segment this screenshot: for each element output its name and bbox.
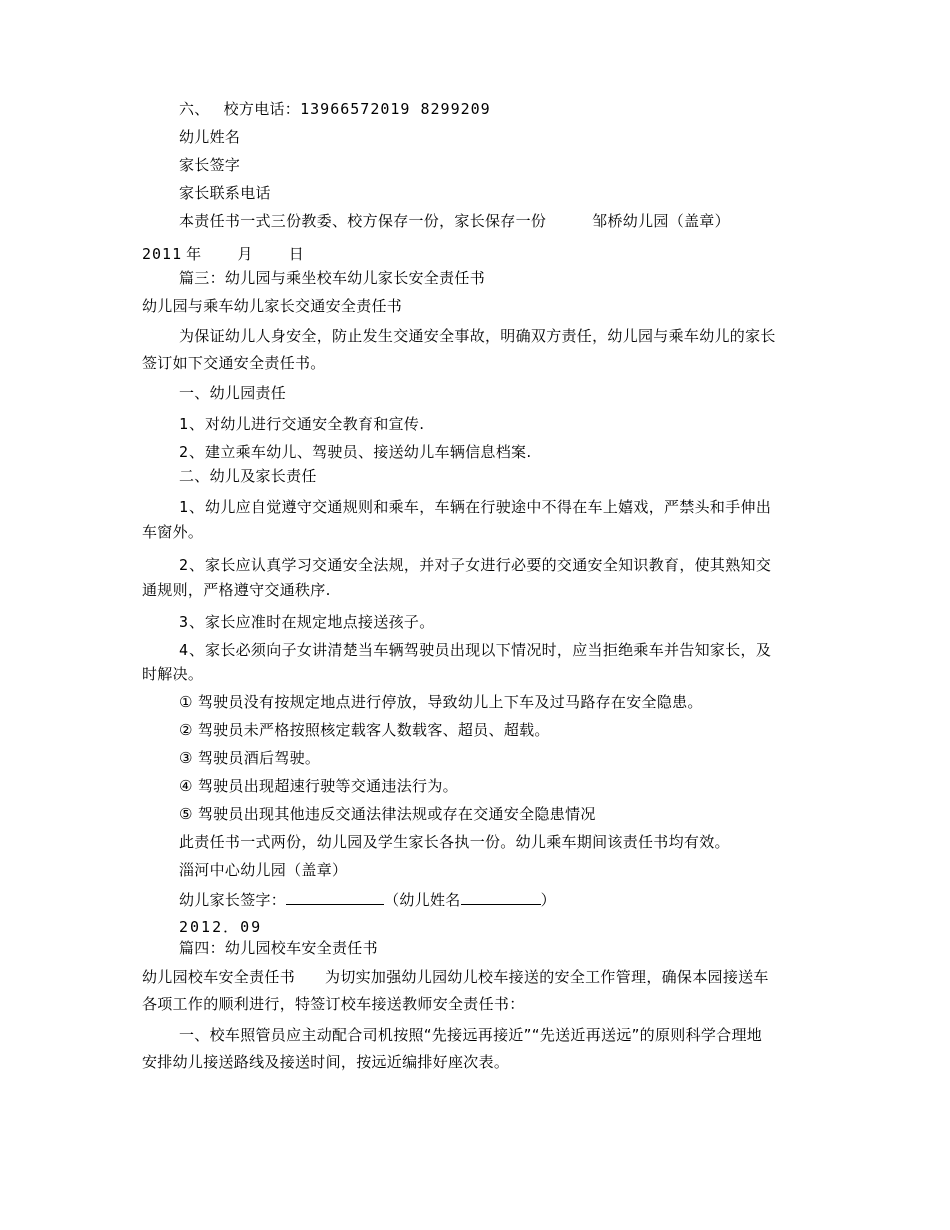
zihe-kindergarten-seal: 淄河中心幼儿园（盖章） [179,861,348,879]
item-number: 2、 [179,556,206,574]
chapter-four-heading: 篇四：幼儿园校车安全责任书 [179,939,378,957]
intro-paragraph-line1: 为保证幼儿人身安全，防止发生交通安全事故，明确双方责任，幼儿园与乘车幼儿的家长 [179,327,776,345]
date-year: 2011 [142,245,183,263]
driver-condition-3: ③ 驾驶员酒后驾驶。 [179,749,321,767]
parent-signature-label: 家长签字 [179,156,241,174]
kindergarten-duty-1 [179,414,424,434]
parent-duty-4-line1 [179,640,771,660]
intro-paragraph-line2: 签订如下交通安全责任书。 [142,354,326,372]
chapter-three-heading: 篇三：幼儿园与乘坐校车幼儿家长安全责任书 [179,269,486,287]
date-line [142,244,304,264]
bus-safety-intro-line2: 各项工作的顺利进行，特签订校车接送教师安全责任书： [142,995,525,1013]
bus-safety-intro: 为切实加强幼儿园幼儿校车接送的安全工作管理，确保本园接送车 [325,968,769,986]
driver-condition-2: ② 驾驶员未严格按照核定载客人数载客、超员、超载。 [179,721,550,739]
bus-safety-intro-line1 [142,967,769,987]
item-text: 家长应认真学习交通安全法规，并对子女进行必要的交通安全知识教育，使其熟知交 [205,556,772,574]
copies-note: 本责任书一式三份教委、校方保存一份，家长保存一份 [179,212,547,230]
parent-duty-2-line2: 通规则，严格遵守交通秩序. [142,581,331,599]
signature-blank[interactable] [286,889,384,905]
agreement-title: 幼儿园与乘车幼儿家长交通安全责任书 [142,297,403,315]
section-two-heading: 二、幼儿及家长责任 [179,467,317,485]
parent-duty-4-line2: 时解决。 [142,665,204,683]
child-name-close: ） [540,891,556,909]
item-number: 3、 [179,613,206,631]
parent-phone-label: 家长联系电话 [179,184,271,202]
item-number: 4、 [179,641,206,659]
copies-note-line [179,211,730,231]
phone-label: 校方电话： [223,100,301,118]
date-year-char: 年 [186,245,202,263]
driver-condition-5: ⑤ 驾驶员出现其他违反交通法律法规或存在交通安全隐患情况 [179,805,596,823]
bus-attendant-duty-line1: 一、校车照管员应主动配合司机按照“先接远再接近”“先送近再送远”的原则科学合理地 [179,1026,763,1044]
item-number: 1、 [179,498,206,516]
section-number: 六、 [179,100,210,118]
parent-duty-2-line1 [179,555,771,575]
parent-signature-line [179,889,556,910]
section-one-heading: 一、幼儿园责任 [179,384,287,402]
driver-condition-1: ① 驾驶员没有按规定地点进行停放，导致幼儿上下车及过马路存在安全隐患。 [179,693,703,711]
item-text: 家长必须向子女讲清楚当车辆驾驶员出现以下情况时，应当拒绝乘车并告知家长，及 [205,641,772,659]
item-text: 幼儿应自觉遵守交通规则和乘车，车辆在行驶途中不得在车上嬉戏，严禁头和手伸出 [205,498,772,516]
item-number: 2、 [179,443,206,461]
child-name-open: （幼儿姓名 [384,891,461,909]
parent-duty-3 [179,612,435,632]
driver-condition-4: ④ 驾驶员出现超速行驶等交通违法行为。 [179,777,458,795]
copies-validity-note: 此责任书一式两份，幼儿园及学生家长各执一份。幼儿乘车期间该责任书均有效。 [179,833,730,851]
date-month-char: 月 [237,245,253,263]
parent-duty-1-line2: 车窗外。 [142,523,204,541]
date-day-char: 日 [288,245,305,263]
parent-signature-label: 幼儿家长签字： [179,891,287,909]
item-text: 建立乘车幼儿、驾驶员、接送幼儿车辆信息档案. [205,443,532,461]
child-name-blank[interactable] [461,889,541,905]
bus-safety-title: 幼儿园校车安全责任书 [142,968,296,986]
bus-attendant-duty-line2: 安排幼儿接送路线及接送时间，按远近编排好座次表。 [142,1053,510,1071]
kindergarten-seal: 邹桥幼儿园（盖章） [592,212,730,230]
parent-duty-1-line1 [179,497,771,517]
phone-numbers: 13966572019 8299209 [300,100,491,118]
item-text: 对幼儿进行交通安全教育和宣传. [205,415,425,433]
kindergarten-duty-2 [179,442,531,462]
agreement-date: 2012．09 [179,918,263,936]
child-name-label: 幼儿姓名 [179,128,241,146]
school-phone-line [179,99,491,119]
item-text: 家长应准时在规定地点接送孩子。 [205,613,435,631]
item-number: 1、 [179,415,206,433]
